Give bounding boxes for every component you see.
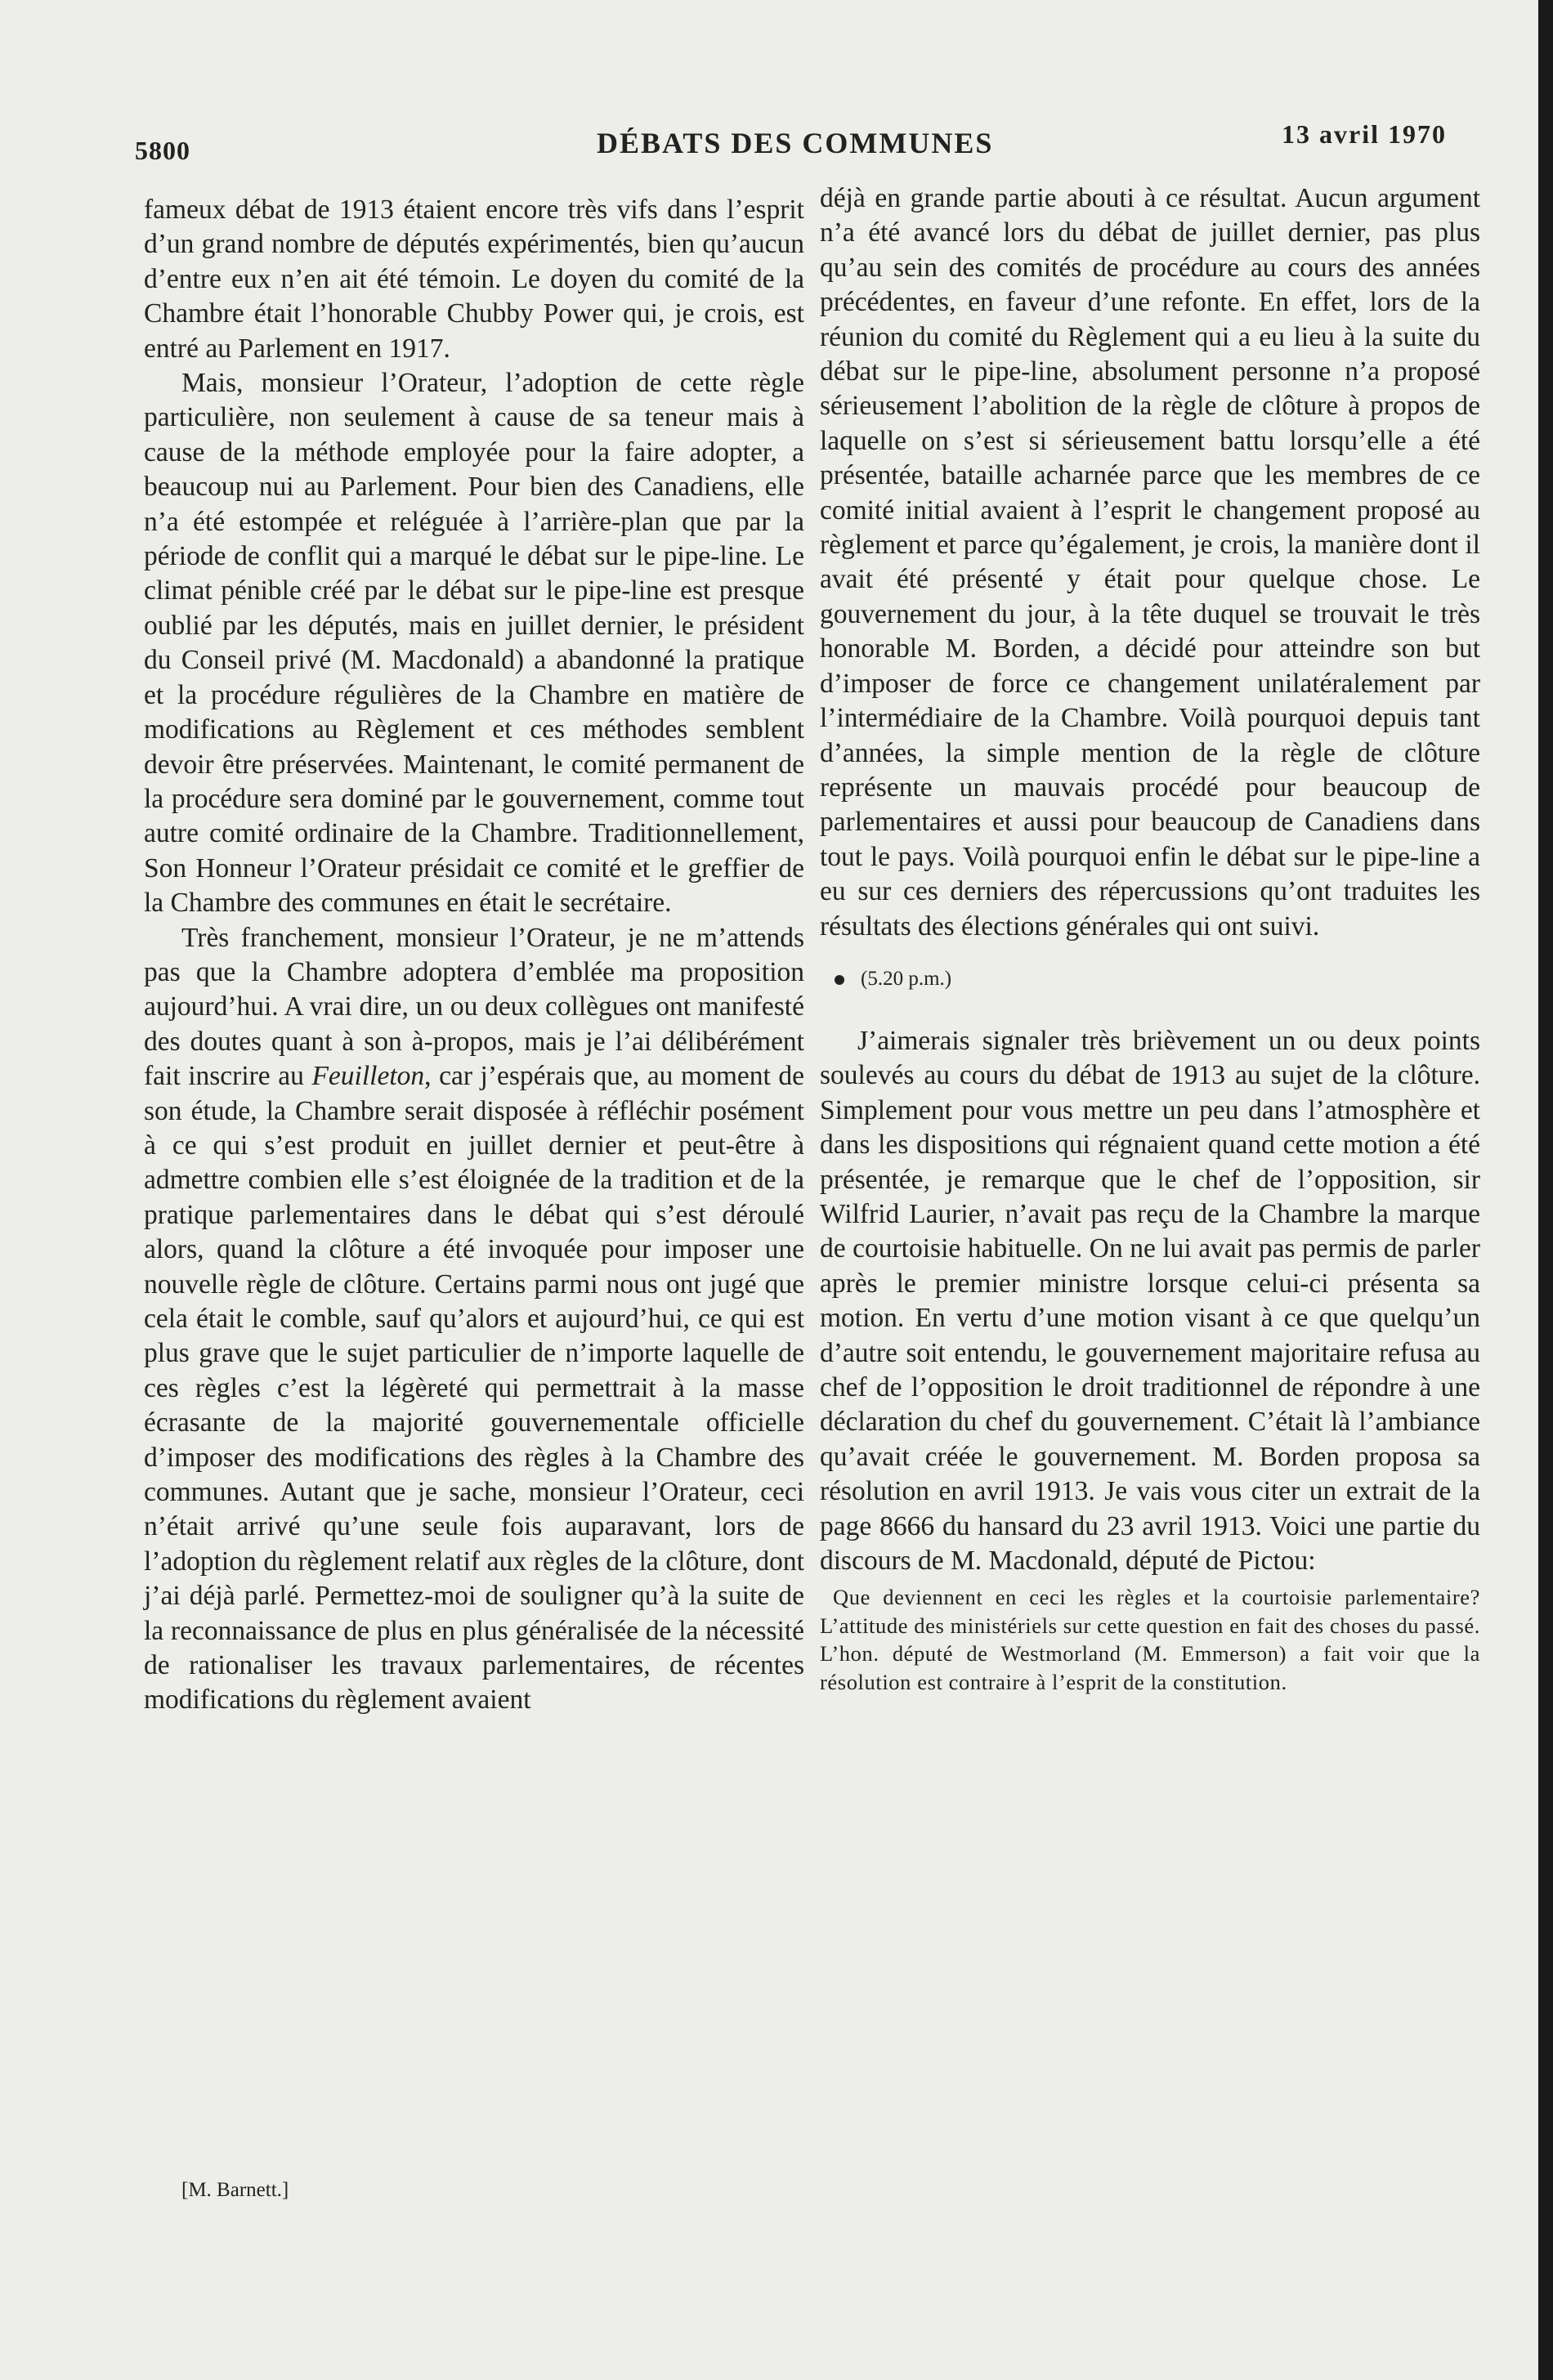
paragraph-text: , car j’espérais que, au moment de son étude, la Chambre serait disposée à réfléchir posément à ce qui s’est produit en juillet dernier et peut-être à admettre combien elle s’est éloignée de la tradition et de la pratique parlementaires dans le débat qui s’est déroulé alors, quand la clôture a été invoquée pour imposer une nouvelle règle de clôture. Certains parmi nous ont jugé que cela était le comble, sauf qu’alors et aujourd’hui, ce qui est plus grave que le sujet particulier de n’importe laquelle de ces règles c’est la légèreté qui permettrait à la masse écrasante de la majorité gouvernementale officielle d’imposer des modifications des règles à la Chambre des communes. Autant que je sache, monsieur l’Orateur, ceci n’était arrivé qu’une seule fois auparavant, lors de l’adoption du règlement relatif aux règles de la clôture, dont j’ai déjà parlé. Permettez-moi de souligner qu’à la suite de la reconnaissance de plus en plus généralisée de la nécessité de rationaliser les travaux parlementaires, de récentes modifications du règlement avaient — [144, 1061, 804, 1716]
paragraph: fameux débat de 1913 étaient encore très vifs dans l’esprit d’un grand nombre de députés expérimentés, bien qu’aucun d’entre eux n’en ait été témoin. Le doyen du comité de la Chambre était l’honorable Chubby Power qui, je crois, est entré au Parlement en 1917. — [144, 195, 804, 364]
scan-edge — [1538, 0, 1553, 2380]
left-column — [144, 193, 804, 1718]
paragraph — [144, 921, 804, 1718]
time-marker-text: (5.20 p.m.) — [861, 967, 952, 990]
paragraph: Mais, monsieur l’Orateur, l’adoption de cette règle particulière, non seulement à cause de sa teneur mais à cause de la méthode employée pour la faire adopter, a beaucoup nui au Parlement. Pour bien des Canadiens, elle n’a été estompée et reléguée à l’arrière-plan que par la période de conflit qui a marqué le débat sur le pipe-line. Le climat pénible créé par le débat sur le pipe-line est presque oublié par les députés, mais en juillet dernier, le président du Conseil privé (M. Macdonald) a abandonné la pratique et la procédure régulières de la Chambre en matière de modifications au Règlement et ces méthodes semblent devoir être préservées. Maintenant, le comité permanent de la procédure sera dominé par le gouvernement, comme tout autre comité ordinaire de la Chambre. Traditionnellement, Son Honneur l’Orateur présidait ce comité et le greffier de la Chambre des communes en était le secrétaire. — [144, 368, 804, 919]
paragraph: J’aimerais signaler très brièvement un ou deux points soulevés au cours du débat de 1913 au sujet de la clôture. Simplement pour vous mettre un peu dans l’atmosphère et dans les dispositions qui régnaient quand cette motion a été présentée, je remarque que le chef de l’opposition, sir Wilfrid Laurier, n’avait pas reçu de la Chambre la marque de courtoisie habituelle. On ne lui avait pas permis de parler après le premier ministre lorsque celui-ci présenta sa motion. En vertu d’une motion visant à ce que quelqu’un d’autre soit entendu, le gouvernement majoritaire refusa au chef de l’opposition le droit traditionnel de répondre à une déclaration du chef du gouvernement. C’était là l’ambiance qu’avait créée le gouvernement. M. Borden proposa sa résolution en avril 1913. Je vais vous citer un extrait de la page 8666 du hansard du 23 avril 1913. Voici une partie du discours de M. Macdonald, député de Pictou: — [820, 1025, 1480, 1577]
journal-title: DÉBATS DES COMMUNES — [597, 127, 994, 159]
page-header — [0, 0, 1553, 196]
bullet-icon — [835, 975, 844, 985]
paragraph-text: Très franchement, monsieur l’Orateur, je ne m’attends pas que la Chambre adoptera d’emblée ma proposition aujourd’hui. A vrai dire, un ou deux collègues ont manifesté des doutes quant à son à-propos, mais je l’ai délibérément fait inscrire au — [144, 922, 804, 1092]
page-number: 5800 — [135, 136, 190, 165]
quote-text: Que deviennent en ceci les règles et la courtoisie parlementaire? L’attitude des ministériels sur cette question en fait des choses du passé. L’hon. député de Westmorland (M. Emmerson) a fait voir que la résolution est contraire à l’esprit de la constitution. — [820, 1585, 1480, 1694]
block-quote — [820, 1583, 1480, 1696]
paragraph: déjà en grande partie abouti à ce résultat. Aucun argument n’a été avancé lors du débat de juillet dernier, pas plus qu’au sein des comités de procédure au cours des années précédentes, en faveur d’une refonte. En effet, lors de la réunion du comité du Règlement qui a eu lieu à la suite du débat sur le pipe-line, absolument personne n’a proposé sérieusement l’abolition de la règle de clôture à propos de laquelle on s’est si sérieusement battu lorsqu’elle a été présentée, bataille acharnée parce que les membres de ce comité initial avaient à l’esprit le changement proposé au règlement et parce qu’également, je crois, la manière dont il avait été présenté y était pour quelque chose. Le gouvernement du jour, à la tête duquel se trouvait le très honorable M. Borden, a décidé pour atteindre son but d’imposer de force ce changement unilatéralement par l’intermédiaire de la Chambre. Voilà pourquoi depuis tant d’années, la simple mention de la règle de clôture représente un mauvais procédé pour beaucoup de parlementaires et aussi pour beaucoup de Canadiens dans tout le pays. Voilà pourquoi enfin le débat sur le pipe-line a eu sur ces derniers des répercussions qu’ont traduites les résultats des élections générales qui ont suivi. — [820, 183, 1480, 942]
time-marker — [835, 967, 1480, 991]
right-column — [820, 181, 1480, 1696]
italic-term: Feuilleton — [311, 1061, 425, 1092]
speaker-attribution: [M. Barnett.] — [181, 2179, 289, 2201]
page-date: 13 avril 1970 — [1282, 119, 1447, 149]
